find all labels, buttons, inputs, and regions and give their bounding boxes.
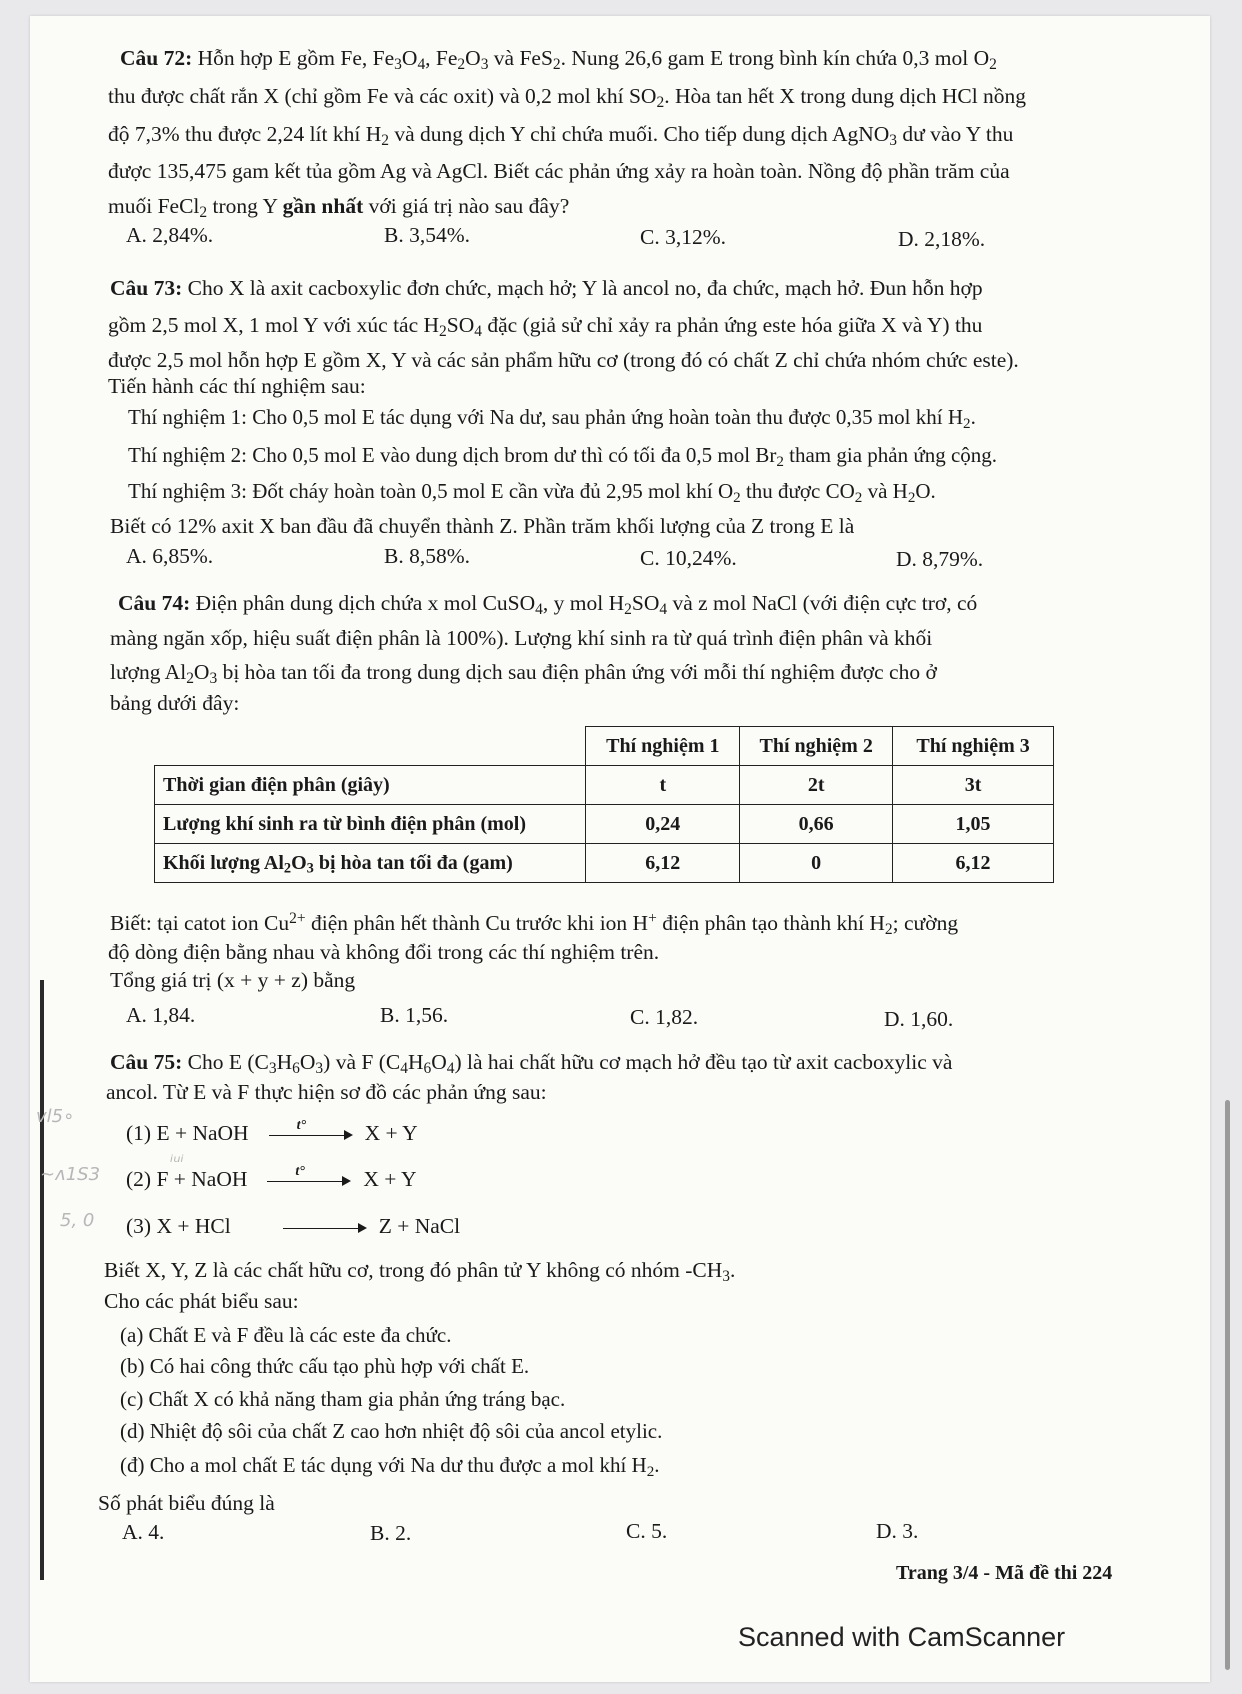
statement-c: (c) Chất X có khả năng tham gia phản ứng tráng bạc. xyxy=(120,1387,566,1411)
scanner-watermark: Scanned with CamScanner xyxy=(738,1622,1066,1652)
q73-line-4: Tiến hành các thí nghiệm sau: xyxy=(108,374,366,398)
q72-line-1: Câu 72: Hỗn hợp E gồm Fe, $Fe_3O_4$, $Fe_2O_3$ và FeS$_2$. Nung 26,6 gam E trong bình kín chứa 0,3 mol $O_2$ xyxy=(120,46,997,73)
q74-question: Tổng giá trị (x + y + z) bằng xyxy=(110,968,356,992)
electrolysis-table xyxy=(154,726,1054,883)
table-cell: 6,12 xyxy=(586,844,740,883)
q75-line-4: Cho các phát biểu sau: xyxy=(104,1289,299,1313)
q72-option-a: A. 2,84%. xyxy=(126,223,214,247)
table-cell: 0,24 xyxy=(586,805,740,844)
q74-option-c: C. 1,82. xyxy=(630,1005,699,1029)
q73-experiment-3: Thí nghiệm 3: Đốt cháy hoàn toàn 0,5 mol E cần vừa đủ 2,95 mol khí $O_2$ thu được $CO_2$ và $H_2O$. xyxy=(128,479,936,506)
q72-option-b: B. 3,54%. xyxy=(384,223,470,247)
statement-a: (a) Chất E và F đều là các este đa chức. xyxy=(120,1323,452,1347)
page-edge-shadow xyxy=(40,980,44,1580)
q75-line-2: ancol. Từ E và F thực hiện sơ đồ các phản ứng sau: xyxy=(106,1080,547,1104)
q75-label: Câu 75: xyxy=(110,1050,183,1074)
q75-option-c: C. 5. xyxy=(626,1519,668,1543)
reaction-2: (2) F + NaOH t° X + Y xyxy=(126,1166,417,1194)
q72-option-c: C. 3,12%. xyxy=(640,225,726,249)
table-cell: 6,12 xyxy=(893,844,1054,883)
table-row xyxy=(155,766,1054,805)
q74-label: Câu 74: xyxy=(118,591,191,615)
table-row xyxy=(155,805,1054,844)
q73-line-2: gồm 2,5 mol X, 1 mol Y với xúc tác $H_2SO_4$ đặc (giả sử chỉ xảy ra phản ứng este hóa giữa X và Y) thu xyxy=(108,313,983,340)
page-footer: Trang 3/4 - Mã đề thi 224 xyxy=(896,1562,1113,1584)
q73-line-1: Câu 73: Cho X là axit cacboxylic đơn chức, mạch hở; Y là ancol no, đa chức, mạch hở. Đun hỗn hợp xyxy=(110,276,983,300)
q72-line-5: muối FeCl$_2$ trong Y gần nhất với giá trị nào sau đây? xyxy=(108,194,570,221)
q75-option-a: A. 4. xyxy=(122,1520,165,1544)
q74-line-2: màng ngăn xốp, hiệu suất điện phân là 100%). Lượng khí sinh ra từ quá trình điện phân và khối xyxy=(110,626,933,650)
q74-option-a: A. 1,84. xyxy=(126,1003,196,1027)
q73-experiment-1: Thí nghiệm 1: Cho 0,5 mol E tác dụng với Na dư, sau phản ứng hoàn toàn thu được 0,35 mol khí $H_2$. xyxy=(128,405,976,432)
q74-line-4: bảng dưới đây: xyxy=(110,691,240,715)
q74-line-1: Câu 74: Điện phân dung dịch chứa x mol CuSO$_4$, y mol $H_2SO_4$ và z mol NaCl (với điện cực trơ, có xyxy=(118,591,978,618)
statement-dd: (đ) Cho a mol chất E tác dụng với Na dư thu được a mol khí $H_2$. xyxy=(120,1453,660,1480)
table-header-row xyxy=(155,727,1054,766)
q73-line-5: Biết có 12% axit X ban đầu đã chuyển thành Z. Phần trăm khối lượng của Z trong E là xyxy=(110,514,855,538)
q75-question: Số phát biểu đúng là xyxy=(98,1491,275,1515)
statement-d: (d) Nhiệt độ sôi của chất Z cao hơn nhiệt độ sôi của ancol etylic. xyxy=(120,1419,663,1443)
q74-note-1: Biết: tại catot ion $Cu^{2+}$ điện phân hết thành Cu trước khi ion H+ điện phân tạo thành khí $H_2$; cường xyxy=(110,910,959,938)
q73-option-a: A. 6,85%. xyxy=(126,544,214,568)
q72-label: Câu 72: xyxy=(120,46,193,70)
q74-note-2: độ dòng điện bằng nhau và không đổi trong các thí nghiệm trên. xyxy=(108,940,660,964)
scrollbar[interactable] xyxy=(1225,1100,1230,1670)
q72-line-3: độ 7,3% thu được 2,24 lít khí $H_2$ và dung dịch Y chỉ chứa muối. Cho tiếp dung dịch AgNO$_3$ dư vào Y thu xyxy=(108,122,1014,149)
q72-option-d: D. 2,18%. xyxy=(898,227,986,251)
statement-b: (b) Có hai công thức cấu tạo phù hợp với chất E. xyxy=(120,1354,530,1378)
reaction-3: (3) X + HCl Z + NaCl xyxy=(126,1213,460,1241)
reaction-arrow xyxy=(283,1215,367,1241)
q75-line-1: Câu 75: Cho E $(C_3H_6O_3)$ và F $(C_4H_6O_4)$ là hai chất hữu cơ mạch hở đều tạo từ axit cacboxylic và xyxy=(110,1050,953,1077)
table-header: Thí nghiệm 1 xyxy=(586,727,740,766)
row-label: Khối lượng $Al_2O_3$ bị hòa tan tối đa (gam) xyxy=(155,844,586,883)
q75-line-3: Biết X, Y, Z là các chất hữu cơ, trong đó phân tử Y không có nhóm $-CH_3$. xyxy=(104,1258,736,1285)
table-cell: 3t xyxy=(893,766,1054,805)
reaction-arrow: t° xyxy=(269,1122,353,1148)
row-label: Thời gian điện phân (giây) xyxy=(155,766,586,805)
table-cell: t xyxy=(586,766,740,805)
q73-line-3: được 2,5 mol hỗn hợp E gồm X, Y và các sản phẩm hữu cơ (trong đó có chất Z chỉ chứa nhóm chức este). xyxy=(108,348,1019,372)
q73-option-b: B. 8,58%. xyxy=(384,544,470,568)
table-cell: 0,66 xyxy=(740,805,893,844)
q74-option-b: B. 1,56. xyxy=(380,1003,449,1027)
table-cell: 1,05 xyxy=(893,805,1054,844)
q75-option-d: D. 3. xyxy=(876,1519,919,1543)
table-header: Thí nghiệm 3 xyxy=(893,727,1054,766)
pencil-mark: ᵢᵤᵢ xyxy=(170,1146,184,1167)
reaction-1: (1) E + NaOH t° X + Y xyxy=(126,1120,418,1148)
q74-option-d: D. 1,60. xyxy=(884,1007,954,1031)
row-label: Lượng khí sinh ra từ bình điện phân (mol) xyxy=(155,805,586,844)
pencil-mark: ~ʌ1S3 xyxy=(40,1164,101,1185)
q73-label: Câu 73: xyxy=(110,276,183,300)
table-header: Thí nghiệm 2 xyxy=(740,727,893,766)
pencil-mark: 5, 0 xyxy=(60,1210,95,1231)
q73-experiment-2: Thí nghiệm 2: Cho 0,5 mol E vào dung dịch brom dư thì có tối đa 0,5 mol $Br_2$ tham gia phản ứng cộng. xyxy=(128,443,998,470)
q73-option-c: C. 10,24%. xyxy=(640,546,737,570)
table-cell: 2t xyxy=(740,766,893,805)
table-corner-cell xyxy=(155,727,586,766)
q75-option-b: B. 2. xyxy=(370,1521,412,1545)
reaction-arrow: t° xyxy=(267,1168,351,1194)
table-row xyxy=(155,844,1054,883)
table-cell: 0 xyxy=(740,844,893,883)
q72-line-2: thu được chất rắn X (chỉ gồm Fe và các oxit) và 0,2 mol khí $SO_2$. Hòa tan hết X trong dung dịch HCl nồng xyxy=(108,84,1027,111)
q74-line-3: lượng $Al_2O_3$ bị hòa tan tối đa trong dung dịch sau điện phân ứng với mỗi thí nghiệm được cho ở xyxy=(110,660,937,687)
q72-line-4: được 135,475 gam kết tủa gồm Ag và AgCl. Biết các phản ứng xảy ra hoàn toàn. Nồng độ phần trăm của xyxy=(108,159,1010,183)
q73-option-d: D. 8,79%. xyxy=(896,547,984,571)
pencil-mark: vl5∘ xyxy=(36,1106,75,1127)
